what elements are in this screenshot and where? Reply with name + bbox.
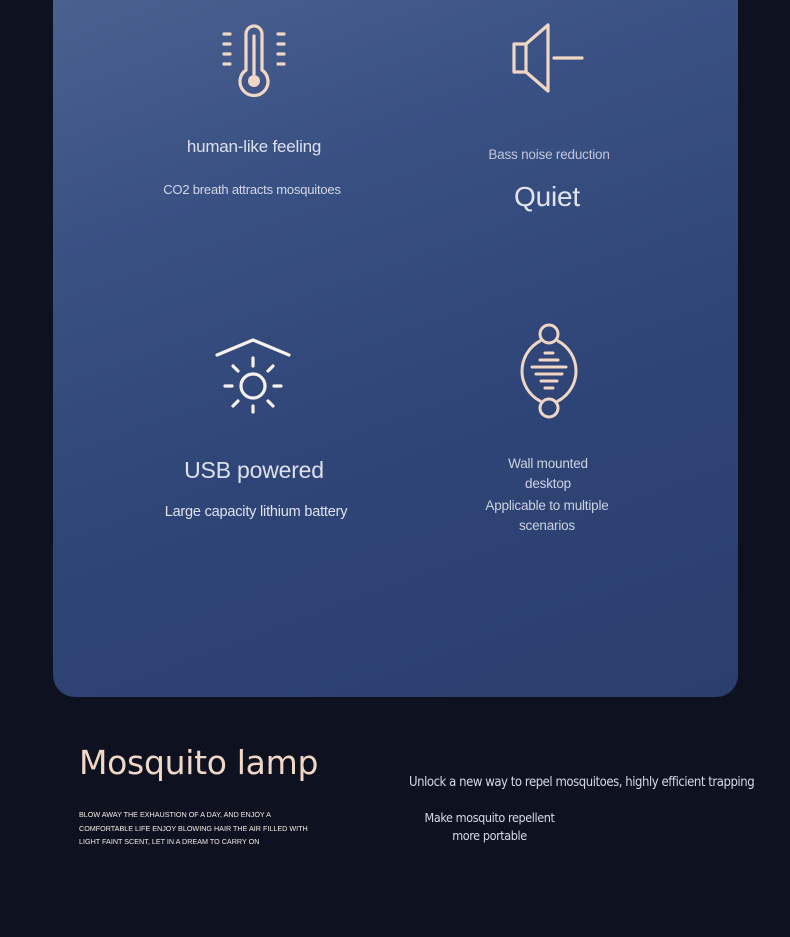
feature-quiet-title: Quiet [514,181,580,212]
feature-wall-title: Wall mounted desktop [508,456,588,491]
feature-thermo-subtitle: CO2 breath attracts mosquitoes [163,182,341,197]
product-description: BLOW AWAY THE EXHAUSTION OF A DAY, AND ENJOY A COMFORTABLE LIFE ENJOY BLOWING HAIR THE AIR FILLED WITH LIGHT FAINT SCENT, LET IN A DREAM TO CARRY ON [79,810,308,846]
thermometer-icon [221,24,287,102]
wave-loop-icon [509,323,589,419]
product-slogan: Make mosquito repellent more portable [424,810,555,843]
feature-thermo-title: human-like feeling [186,137,322,156]
features-panel [53,0,738,697]
product-name: Mosquito lamp [79,743,319,782]
sun-under-roof-icon [214,338,292,416]
feature-usb-title: USB powered [184,457,324,483]
speaker-muted-icon [510,22,586,94]
feature-usb-subtitle: Large capacity lithium battery [164,504,348,520]
feature-wall-subtitle: Applicable to multiple scenarios [485,498,609,533]
product-tagline: Unlock a new way to repel mosquitoes, highly efficient trapping [409,775,755,790]
feature-quiet-subtitle: Bass noise reduction [488,147,610,162]
